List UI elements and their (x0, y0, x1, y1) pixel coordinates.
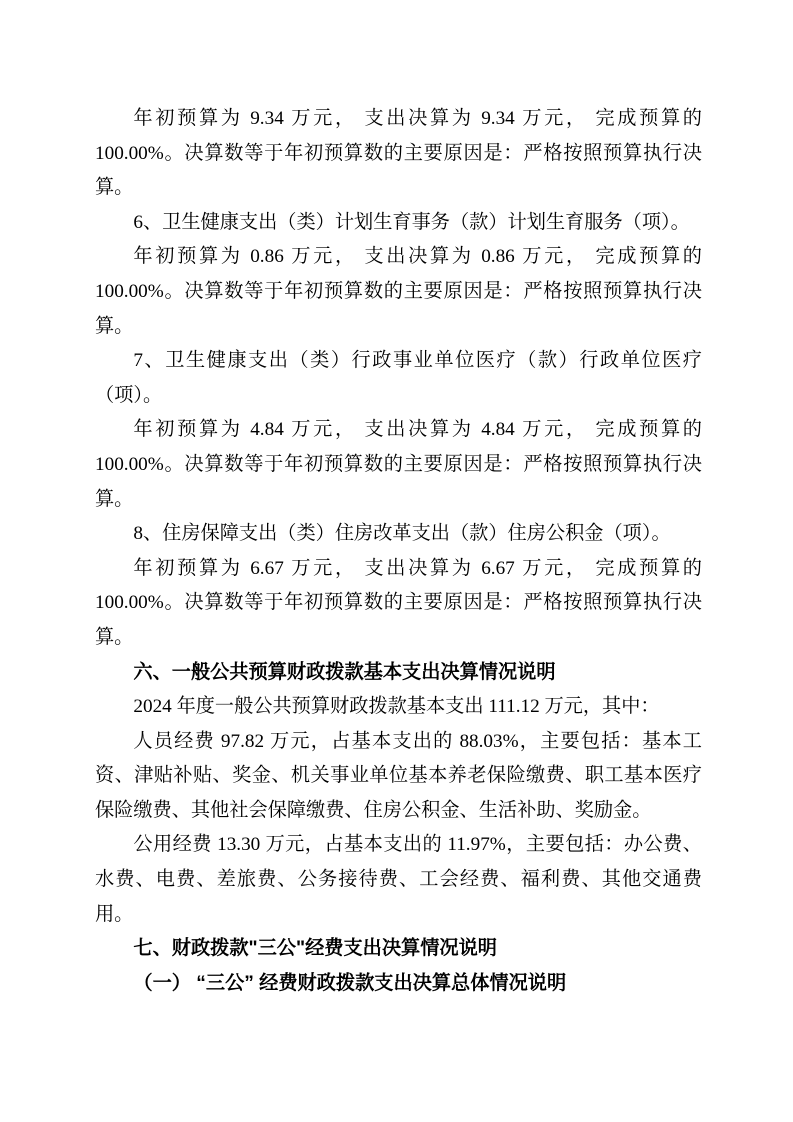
body-paragraph: 年初预算为 0.86 万元， 支出决算为 0.86 万元， 完成预算的 100.00%。决算数等于年初预算数的主要原因是：严格按照预算执行决算。 (95, 246, 702, 337)
body-paragraph: 年初预算为 9.34 万元， 支出决算为 9.34 万元， 完成预算的 100.00%。决算数等于年初预算数的主要原因是：严格按照预算执行决算。 (95, 108, 702, 199)
body-paragraph: 公用经费 13.30 万元，占基本支出的 11.97%，主要包括：办公费、水费、电费、差旅费、公务接待费、工会经费、福利费、其他交通费用。 (95, 834, 702, 925)
section-heading: （一） “三公” 经费财政拨款支出决算总体情况说明 (133, 972, 567, 994)
section-heading: 七、财政拨款"三公"经费支出决算情况说明 (133, 938, 497, 960)
body-paragraph: 7、卫生健康支出（类）行政事业单位医疗（款）行政单位医疗（项）。 (95, 350, 702, 406)
body-paragraph: 6、卫生健康支出（类）计划生育事务（款）计划生育服务（项）。 (133, 211, 690, 233)
section-heading: 六、一般公共预算财政拨款基本支出决算情况说明 (133, 661, 556, 683)
body-paragraph: 2024 年度一般公共预算财政拨款基本支出 111.12 万元，其中： (133, 696, 660, 718)
body-paragraph: 8、住房保障支出（类）住房改革支出（款）住房公积金（项）。 (133, 523, 671, 545)
body-paragraph: 人员经费 97.82 万元，占基本支出的 88.03%，主要包括：基本工资、津贴补贴、奖金、机关事业单位基本养老保险缴费、职工基本医疗保险缴费、其他社会保障缴费、住房公积金、生活补助、奖励金。 (95, 730, 702, 821)
body-paragraph: 年初预算为 6.67 万元， 支出决算为 6.67 万元， 完成预算的 100.00%。决算数等于年初预算数的主要原因是：严格按照预算执行决算。 (95, 557, 702, 648)
document-content (95, 102, 702, 1001)
body-paragraph: 年初预算为 4.84 万元， 支出决算为 4.84 万元， 完成预算的 100.00%。决算数等于年初预算数的主要原因是：严格按照预算执行决算。 (95, 419, 702, 510)
